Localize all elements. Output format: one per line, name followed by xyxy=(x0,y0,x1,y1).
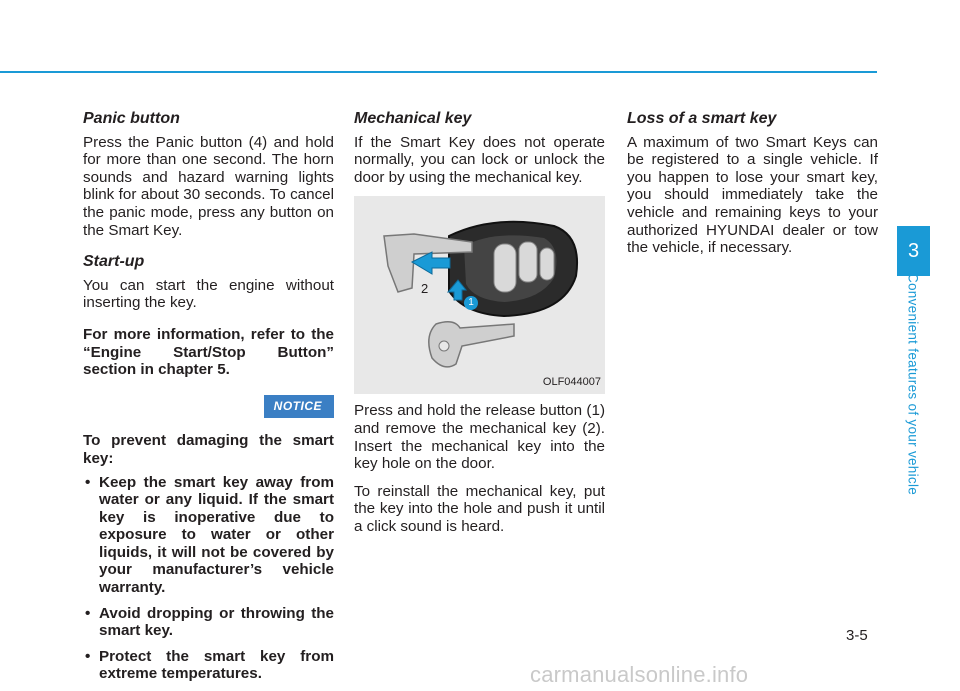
release-text: Press and hold the release button (1) and remove the mechanical key (2). Insert the mechanical key into the key hole on the door. xyxy=(354,402,605,473)
list-item: • Keep the smart key away from water or any liquid. If the smart key is inoperative due to exposure to water or other liquids, it will not be covered by your manufacturer’s vehicle warranty. xyxy=(85,473,334,597)
reinstall-text: To reinstall the mechanical key, put the key into the hole and push it until a click sound is heard. xyxy=(354,482,605,535)
smart-key-icon xyxy=(354,196,605,394)
mechanical-key-intro: If the Smart Key does not operate normally, you can lock or unlock the door by using the mechanical key. xyxy=(354,133,605,186)
column-left xyxy=(83,110,334,691)
figure-code: OLF044007 xyxy=(542,375,601,388)
panic-button-text: Press the Panic button (4) and hold for more than one second. The horn sounds and hazard warning lights blink for about 30 seconds. To cancel the panic mode, press any button on the Smart Key. xyxy=(83,133,334,239)
column-middle xyxy=(354,110,605,546)
column-right xyxy=(627,110,878,267)
startup-text: You can start the engine without inserting the key. xyxy=(83,276,334,312)
loss-text: A maximum of two Smart Keys can be registered to a single vehicle. If you happen to lose your smart key, you should immediately take the vehicle and remaining keys to your authorized HYUNDAI dealer or tow the vehicle, if necessary. xyxy=(627,133,878,257)
watermark: carmanualsonline.info xyxy=(530,662,749,687)
page-number: 3-5 xyxy=(846,627,868,644)
top-rule xyxy=(0,71,877,73)
loss-heading: Loss of a smart key xyxy=(627,110,777,127)
list-item: • Protect the smart key from extreme temperatures. xyxy=(85,647,334,683)
notice-intro: To prevent damaging the smart key: xyxy=(83,432,334,467)
panic-button-heading: Panic button xyxy=(83,110,180,127)
callout-1: 1 xyxy=(464,296,478,310)
callout-2: 2 xyxy=(421,281,429,297)
more-info-text: For more information, refer to the “Engine Start/Stop Button” section in chapter 5. xyxy=(83,325,334,379)
notice-list xyxy=(83,474,334,684)
startup-heading: Start-up xyxy=(83,253,145,271)
chapter-tab: 3 xyxy=(897,226,930,276)
smart-key-illustration xyxy=(354,196,605,394)
notice-badge: NOTICE xyxy=(264,395,334,419)
list-item: • Avoid dropping or throwing the smart key. xyxy=(85,604,334,640)
mechanical-key-heading: Mechanical key xyxy=(354,110,472,127)
chapter-title: Convenient features of your vehicle xyxy=(905,272,921,496)
